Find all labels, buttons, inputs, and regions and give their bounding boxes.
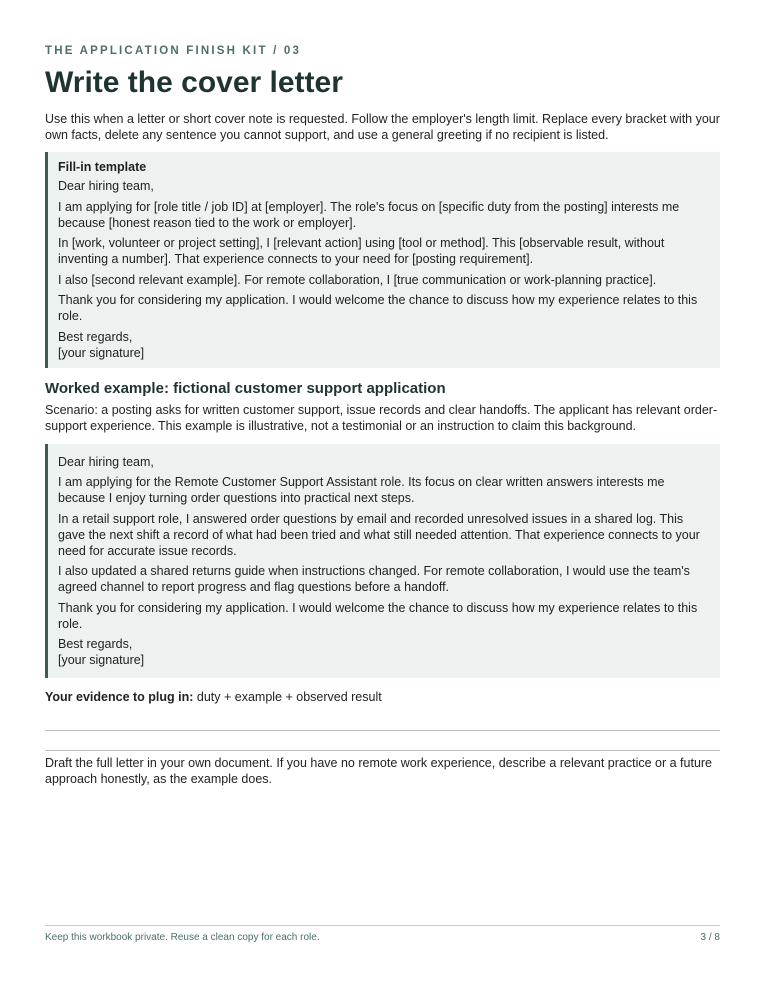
example-paragraph: I am applying for the Remote Customer Support Assistant role. Its focus on clear written answers interests me because I enjoy turning order questions into practical next steps. xyxy=(58,475,665,505)
intro-text: Use this when a letter or short cover note is requested. Follow the employer's length limit. Replace every bracket with your own facts, delete any sentence you cannot support, and use a general greeting if no recipient is listed. xyxy=(45,112,720,142)
evidence-label: Your evidence to plug in: xyxy=(45,690,194,704)
template-closing: Best regards, xyxy=(58,329,133,344)
template-paragraph: Thank you for considering my application. I would welcome the chance to discuss how my experience relates to this role. xyxy=(58,293,698,323)
example-paragraph: In a retail support role, I answered order questions by email and recorded unresolved issues in a shared log. This gave the next shift a record of what had been tried and what still needed attention. That experience connects to your need for accurate issue records. xyxy=(58,511,700,558)
page-number: 3 / 8 xyxy=(700,932,720,943)
scenario-text: Scenario: a posting asks for written customer support, issue records and clear handoffs. The applicant has relevant order-support experience. This example is illustrative, not a testimonial or an instruction to claim this background. xyxy=(45,402,718,433)
page-title: Write the cover letter xyxy=(45,66,343,99)
evidence-text: duty + example + observed result xyxy=(196,690,382,704)
draft-note: Draft the full letter in your own document. If you have no remote work experience, describe a relevant practice or a future approach honestly, as the example does. xyxy=(45,756,713,786)
template-label: Fill-in template xyxy=(58,160,147,174)
example-paragraph: Thank you for considering my application. I would welcome the chance to discuss how my experience relates to this role. xyxy=(58,600,698,631)
fill-in-template-box xyxy=(45,152,720,368)
series-kicker: THE APPLICATION FINISH KIT / 03 xyxy=(45,45,302,57)
template-paragraph: In [work, volunteer or project setting], I [relevant action] using [tool or method]. This [observable result, without inventing a number]. That experience connects to your need for [posting requirement]. xyxy=(58,236,665,266)
template-signoff xyxy=(58,329,710,361)
example-greeting: Dear hiring team, xyxy=(58,454,154,469)
template-paragraph: I am applying for [role title / job ID] at [employer]. The role's focus on [specific duty from the posting] interests me because [honest reason tied to the work or employer]. xyxy=(58,199,680,230)
write-in-line[interactable] xyxy=(45,730,720,731)
footer-note: Keep this workbook private. Reuse a clean copy for each role. xyxy=(45,932,320,943)
template-greeting: Dear hiring team, xyxy=(58,179,154,193)
example-signature: [your signature] xyxy=(58,653,145,667)
worked-example-heading: Worked example: fictional customer support application xyxy=(45,379,446,397)
example-signoff xyxy=(58,636,710,668)
evidence-prompt xyxy=(45,689,720,705)
write-in-line[interactable] xyxy=(45,750,720,751)
template-signature: [your signature] xyxy=(58,345,145,360)
worked-example-box xyxy=(45,444,720,679)
example-closing: Best regards, xyxy=(58,637,133,651)
example-paragraph: I also updated a shared returns guide when instructions changed. For remote collaboration, I would use the team's agreed channel to report progress and flag questions before a handoff. xyxy=(58,564,690,594)
workbook-page xyxy=(45,44,720,787)
template-paragraph: I also [second relevant example]. For remote collaboration, I [true communication or work-planning practice]. xyxy=(58,272,657,287)
page-footer xyxy=(45,925,720,944)
